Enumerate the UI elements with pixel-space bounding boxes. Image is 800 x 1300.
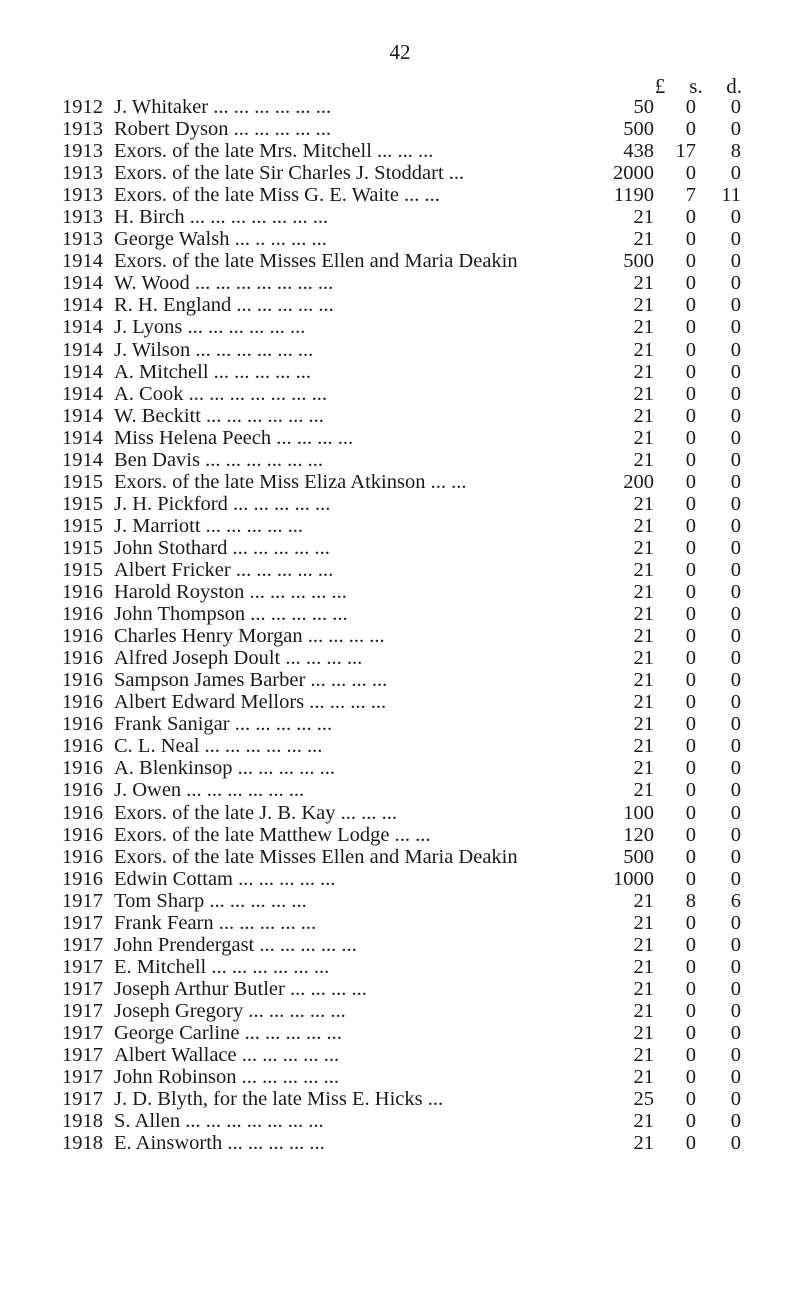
ledger-row [0,846,800,868]
ledger-row [0,1132,800,1154]
entry-name: Exors. of the late Matthew Lodge ... ... [114,823,431,846]
entry-pounds: 1000 [613,867,654,890]
entry-shillings: 0 [685,1132,696,1155]
shillings-column-header: s. [689,74,703,98]
entry-shillings: 0 [685,382,696,405]
entry-shillings: 0 [685,294,696,317]
entry-shillings: 0 [685,404,696,427]
entry-name: Alfred Joseph Doult ... ... ... ... [114,647,363,670]
ledger-row [0,184,800,206]
entry-name: J. H. Pickford ... ... ... ... ... [114,492,331,515]
entry-pence: 0 [730,492,741,515]
entry-name: J. Marriott ... ... ... ... ... [114,514,304,537]
ledger-row [0,427,800,449]
entry-pence: 0 [730,338,741,361]
entry-pounds: 21 [633,360,654,383]
entry-pounds: 100 [623,801,654,824]
entry-pence: 0 [730,669,741,692]
entry-year: 1916 [62,735,103,758]
ledger-row [0,449,800,471]
entry-pence: 0 [730,514,741,537]
entry-year: 1916 [62,779,103,802]
entry-year: 1917 [62,1021,103,1044]
entry-pence: 0 [730,448,741,471]
entry-pounds: 21 [633,404,654,427]
entry-pence: 0 [730,316,741,339]
entry-year: 1914 [62,316,103,339]
entry-year: 1915 [62,492,103,515]
entry-shillings: 0 [685,823,696,846]
entry-pence: 0 [730,933,741,956]
entry-pounds: 21 [633,735,654,758]
entry-pence: 0 [730,404,741,427]
ledger-row [0,691,800,713]
entry-pence: 0 [730,162,741,185]
entry-year: 1914 [62,448,103,471]
entry-name: E. Ainsworth ... ... ... ... ... [114,1132,325,1155]
entry-year: 1914 [62,250,103,273]
entry-pence: 0 [730,382,741,405]
entry-name: George Walsh ... .. ... ... ... [114,228,327,251]
entry-pounds: 21 [633,647,654,670]
entry-year: 1914 [62,426,103,449]
entry-year: 1914 [62,382,103,405]
entry-name: Edwin Cottam ... ... ... ... ... [114,867,336,890]
entry-shillings: 0 [685,867,696,890]
ledger-row [0,493,800,515]
entry-pence: 0 [730,1132,741,1155]
ledger-row [0,912,800,934]
entry-pence: 0 [730,713,741,736]
entry-pounds: 120 [623,823,654,846]
ledger-row [0,515,800,537]
entry-year: 1916 [62,801,103,824]
entry-year: 1916 [62,867,103,890]
entry-name: Albert Fricker ... ... ... ... ... [114,558,334,581]
entry-name: John Robinson ... ... ... ... ... [114,1066,339,1089]
entry-pence: 0 [730,955,741,978]
entry-name: J. Wilson ... ... ... ... ... ... [114,338,314,361]
entry-shillings: 0 [685,581,696,604]
entry-pence: 0 [730,250,741,273]
entry-name: Exors. of the late Miss G. E. Waite ... ... [114,184,440,207]
entry-pounds: 438 [623,140,654,163]
ledger-row [0,96,800,118]
ledger-row [0,779,800,801]
entry-pounds: 21 [633,889,654,912]
ledger-row [0,824,800,846]
ledger-row [0,294,800,316]
entry-year: 1913 [62,184,103,207]
entry-pounds: 21 [633,999,654,1022]
entry-shillings: 0 [685,757,696,780]
entry-pounds: 21 [633,603,654,626]
entry-name: John Stothard ... ... ... ... ... [114,536,330,559]
entry-year: 1917 [62,1066,103,1089]
entry-name: Albert Edward Mellors ... ... ... ... [114,691,387,714]
entry-pence: 0 [730,1066,741,1089]
entry-pence: 0 [730,845,741,868]
entry-shillings: 0 [685,536,696,559]
page-number: 42 [389,40,411,64]
entry-pounds: 500 [623,845,654,868]
entry-year: 1915 [62,558,103,581]
entry-year: 1916 [62,647,103,670]
ledger-row [0,118,800,140]
entry-pence: 0 [730,426,741,449]
ledger-row [0,339,800,361]
entry-pounds: 21 [633,448,654,471]
entry-shillings: 0 [685,316,696,339]
entry-shillings: 0 [685,1044,696,1067]
entry-name: J. Lyons ... ... ... ... ... ... [114,316,306,339]
entry-pence: 11 [721,184,741,207]
entry-name: Harold Royston ... ... ... ... ... [114,581,347,604]
ledger-row [0,1110,800,1132]
entry-pence: 0 [730,823,741,846]
entry-pounds: 21 [633,911,654,934]
entry-shillings: 0 [685,470,696,493]
entry-shillings: 0 [685,426,696,449]
entry-shillings: 0 [685,845,696,868]
entry-name: George Carline ... ... ... ... ... [114,1021,342,1044]
entry-shillings: 0 [685,162,696,185]
entry-name: Exors. of the late Misses Ellen and Maria Deakin [114,250,518,273]
entry-year: 1915 [62,514,103,537]
ledger-row [0,581,800,603]
entry-shillings: 0 [685,999,696,1022]
entry-shillings: 0 [685,514,696,537]
entry-name: A. Mitchell ... ... ... ... ... [114,360,312,383]
ledger-row [0,1088,800,1110]
entry-year: 1914 [62,294,103,317]
entry-year: 1914 [62,360,103,383]
entry-pence: 0 [730,228,741,251]
entry-year: 1916 [62,625,103,648]
pounds-column-header: £ [654,74,666,98]
ledger-row [0,228,800,250]
entry-shillings: 0 [685,669,696,692]
entry-name: John Thompson ... ... ... ... ... [114,603,348,626]
entry-pounds: 21 [633,625,654,648]
ledger-row [0,625,800,647]
column-headers [0,74,800,98]
entry-year: 1913 [62,140,103,163]
entry-shillings: 0 [685,977,696,1000]
entry-shillings: 0 [685,647,696,670]
ledger-row [0,802,800,824]
entry-name: Joseph Gregory ... ... ... ... ... [114,999,346,1022]
entry-name: J. Whitaker ... ... ... ... ... ... [114,96,332,118]
entry-pence: 0 [730,1044,741,1067]
ledger-row [0,603,800,625]
entry-pounds: 21 [633,514,654,537]
entry-name: Exors. of the late Misses Ellen and Maria Deakin [114,845,518,868]
ledger-row [0,140,800,162]
ledger-row [0,1044,800,1066]
entry-pence: 0 [730,536,741,559]
ledger-row [0,757,800,779]
entry-shillings: 0 [685,448,696,471]
ledger-row [0,316,800,338]
entry-name: Exors. of the late Sir Charles J. Stoddart ... [114,162,465,185]
ledger-row [0,250,800,272]
entry-name: C. L. Neal ... ... ... ... ... ... [114,735,323,758]
entry-pounds: 21 [633,757,654,780]
entry-name: Albert Wallace ... ... ... ... ... [114,1044,340,1067]
entry-pounds: 21 [633,558,654,581]
entry-pence: 0 [730,801,741,824]
entry-name: Charles Henry Morgan ... ... ... ... [114,625,385,648]
entry-pounds: 21 [633,338,654,361]
ledger-row [0,383,800,405]
entry-pounds: 21 [633,492,654,515]
entry-pence: 0 [730,1021,741,1044]
entry-year: 1917 [62,1044,103,1067]
entry-year: 1914 [62,338,103,361]
entry-name: Robert Dyson ... ... ... ... ... [114,118,331,141]
entry-name: J. Owen ... ... ... ... ... ... [114,779,305,802]
entry-name: Exors. of the late J. B. Kay ... ... ... [114,801,397,824]
entry-pounds: 21 [633,955,654,978]
entry-year: 1916 [62,757,103,780]
entry-shillings: 0 [685,250,696,273]
entry-pounds: 200 [623,470,654,493]
entry-pence: 0 [730,625,741,648]
entry-pounds: 21 [633,294,654,317]
ledger-row [0,272,800,294]
entry-pounds: 50 [633,96,654,118]
entry-year: 1916 [62,845,103,868]
entry-pence: 0 [730,1088,741,1111]
entry-year: 1914 [62,272,103,295]
subscription-list [0,96,800,1154]
entry-pounds: 21 [633,382,654,405]
entry-pounds: 21 [633,536,654,559]
entry-name: Frank Fearn ... ... ... ... ... [114,911,317,934]
ledger-row [0,206,800,228]
entry-pounds: 500 [623,118,654,141]
ledger-row [0,713,800,735]
entry-year: 1913 [62,228,103,251]
entry-shillings: 0 [685,933,696,956]
entry-name: Frank Sanigar ... ... ... ... ... [114,713,333,736]
entry-pounds: 21 [633,228,654,251]
entry-name: W. Wood ... ... ... ... ... ... ... [114,272,334,295]
entry-shillings: 0 [685,272,696,295]
entry-pence: 0 [730,867,741,890]
entry-year: 1916 [62,669,103,692]
entry-shillings: 0 [685,206,696,229]
entry-pounds: 21 [633,1044,654,1067]
entry-pounds: 21 [633,669,654,692]
entry-pence: 0 [730,272,741,295]
ledger-row [0,1000,800,1022]
ledger-row [0,956,800,978]
entry-shillings: 0 [685,338,696,361]
entry-shillings: 0 [685,228,696,251]
entry-name: John Prendergast ... ... ... ... ... [114,933,357,956]
entry-name: A. Cook ... ... ... ... ... ... ... [114,382,327,405]
entry-pence: 0 [730,999,741,1022]
entry-year: 1913 [62,118,103,141]
entry-year: 1917 [62,911,103,934]
entry-pounds: 21 [633,272,654,295]
entry-pence: 0 [730,360,741,383]
entry-name: Exors. of the late Mrs. Mitchell ... ... ... [114,140,434,163]
entry-year: 1916 [62,581,103,604]
entry-pence: 0 [730,558,741,581]
entry-name: E. Mitchell ... ... ... ... ... ... [114,955,330,978]
entry-pence: 0 [730,911,741,934]
entry-pounds: 2000 [613,162,654,185]
entry-year: 1916 [62,823,103,846]
entry-pence: 6 [730,889,741,912]
entry-year: 1917 [62,977,103,1000]
entry-pounds: 21 [633,779,654,802]
entry-shillings: 0 [685,779,696,802]
ledger-row [0,537,800,559]
entry-pounds: 25 [633,1088,654,1111]
ledger-row [0,1066,800,1088]
ledger-row [0,162,800,184]
ledger-row [0,471,800,493]
entry-pence: 0 [730,581,741,604]
entry-shillings: 0 [685,691,696,714]
entry-year: 1917 [62,999,103,1022]
entry-pence: 0 [730,470,741,493]
entry-year: 1916 [62,691,103,714]
entry-pounds: 21 [633,1021,654,1044]
entry-pounds: 21 [633,977,654,1000]
entry-pence: 8 [730,140,741,163]
entry-pounds: 21 [633,713,654,736]
entry-shillings: 17 [675,140,696,163]
entry-year: 1913 [62,162,103,185]
entry-name: Joseph Arthur Butler ... ... ... ... [114,977,367,1000]
entry-pounds: 21 [633,206,654,229]
entry-name: S. Allen ... ... ... ... ... ... ... [114,1110,324,1133]
entry-shillings: 0 [685,1110,696,1133]
entry-pence: 0 [730,735,741,758]
entry-pounds: 21 [633,691,654,714]
entry-year: 1912 [62,96,103,118]
entry-pounds: 21 [633,316,654,339]
entry-pence: 0 [730,118,741,141]
entry-pence: 0 [730,779,741,802]
entry-shillings: 0 [685,603,696,626]
entry-pounds: 21 [633,1066,654,1089]
entry-year: 1915 [62,470,103,493]
entry-pence: 0 [730,1110,741,1133]
entry-pounds: 21 [633,581,654,604]
entry-shillings: 0 [685,558,696,581]
entry-pounds: 500 [623,250,654,273]
entry-shillings: 0 [685,360,696,383]
entry-year: 1917 [62,1088,103,1111]
entry-pounds: 21 [633,1132,654,1155]
entry-pounds: 21 [633,426,654,449]
entry-pounds: 21 [633,933,654,956]
entry-name: Sampson James Barber ... ... ... ... [114,669,388,692]
ledger-row [0,934,800,956]
entry-year: 1918 [62,1110,103,1133]
entry-shillings: 0 [685,1088,696,1111]
ledger-row [0,890,800,912]
entry-shillings: 0 [685,955,696,978]
entry-pounds: 21 [633,1110,654,1133]
entry-pence: 0 [730,96,741,118]
entry-shillings: 0 [685,492,696,515]
entry-name: Tom Sharp ... ... ... ... ... [114,889,307,912]
pence-column-header: d. [726,74,742,98]
entry-name: Ben Davis ... ... ... ... ... ... [114,448,323,471]
entry-pence: 0 [730,977,741,1000]
ledger-row [0,405,800,427]
entry-shillings: 7 [685,184,696,207]
entry-shillings: 0 [685,801,696,824]
entry-shillings: 0 [685,96,696,118]
entry-year: 1917 [62,955,103,978]
ledger-row [0,1022,800,1044]
entry-year: 1917 [62,889,103,912]
entry-pence: 0 [730,206,741,229]
entry-year: 1914 [62,404,103,427]
ledger-row [0,361,800,383]
entry-name: H. Birch ... ... ... ... ... ... ... [114,206,329,229]
ledger-row [0,735,800,757]
entry-year: 1916 [62,603,103,626]
entry-shillings: 0 [685,713,696,736]
entry-name: R. H. England ... ... ... ... ... [114,294,334,317]
entry-pence: 0 [730,603,741,626]
entry-pounds: 1190 [613,184,654,207]
ledger-row [0,559,800,581]
entry-shillings: 0 [685,911,696,934]
entry-year: 1915 [62,536,103,559]
entry-year: 1918 [62,1132,103,1155]
entry-name: W. Beckitt ... ... ... ... ... ... [114,404,324,427]
entry-pence: 0 [730,757,741,780]
entry-shillings: 0 [685,118,696,141]
entry-shillings: 0 [685,625,696,648]
entry-name: J. D. Blyth, for the late Miss E. Hicks ... [114,1088,444,1111]
entry-name: A. Blenkinsop ... ... ... ... ... [114,757,335,780]
ledger-row [0,978,800,1000]
entry-shillings: 8 [685,889,696,912]
entry-pence: 0 [730,294,741,317]
ledger-row [0,669,800,691]
entry-shillings: 0 [685,735,696,758]
entry-pence: 0 [730,691,741,714]
entry-year: 1917 [62,933,103,956]
entry-name: Miss Helena Peech ... ... ... ... [114,426,354,449]
entry-pence: 0 [730,647,741,670]
entry-shillings: 0 [685,1066,696,1089]
entry-name: Exors. of the late Miss Eliza Atkinson ... ... [114,470,467,493]
ledger-row [0,868,800,890]
entry-year: 1916 [62,713,103,736]
entry-year: 1913 [62,206,103,229]
ledger-row [0,647,800,669]
entry-shillings: 0 [685,1021,696,1044]
